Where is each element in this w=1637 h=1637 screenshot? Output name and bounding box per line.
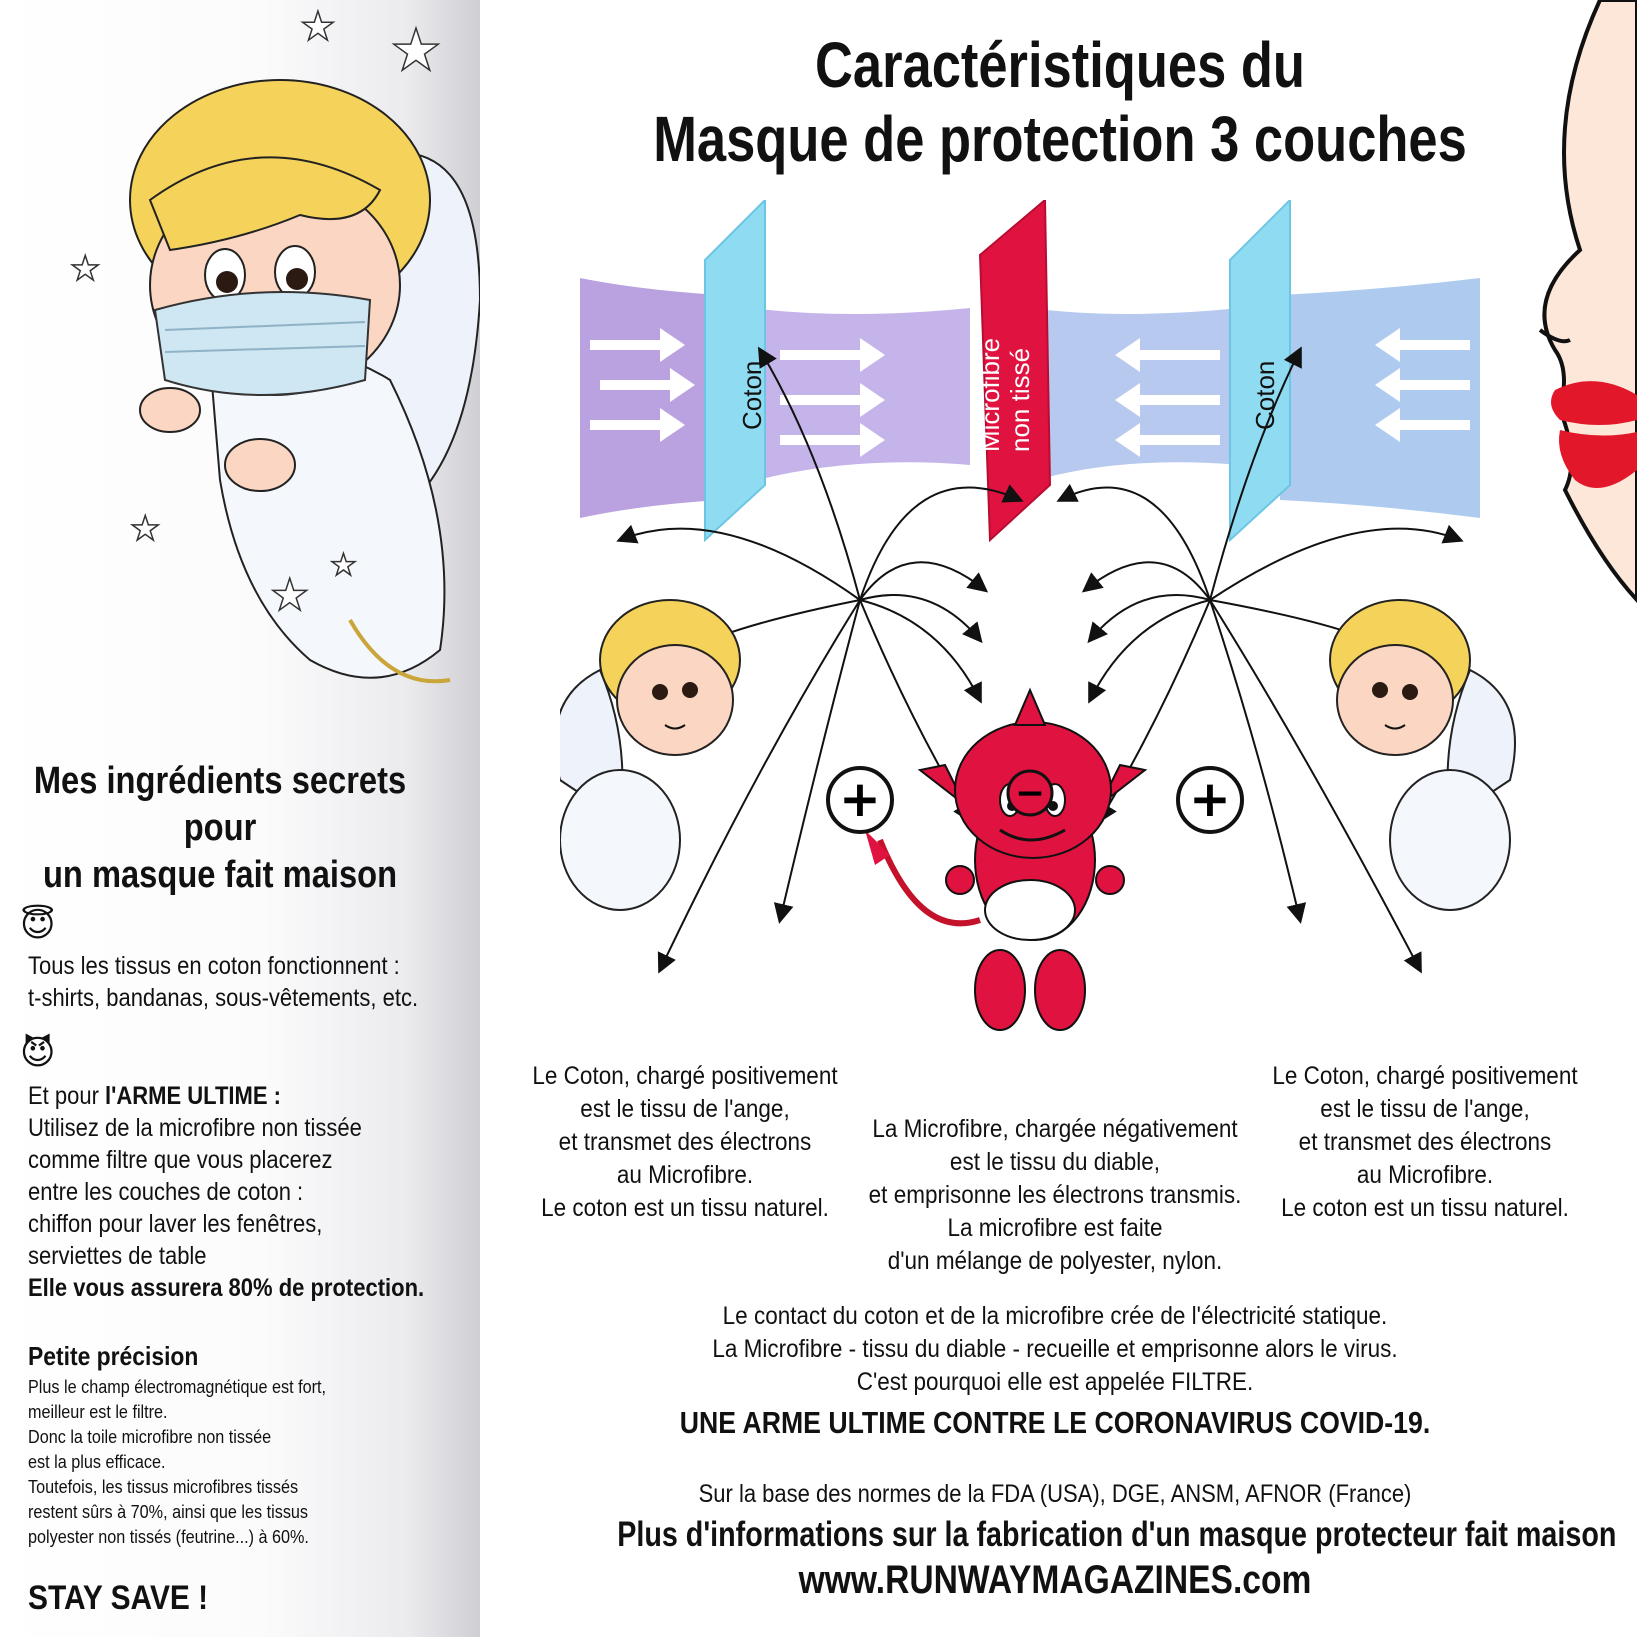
face-profile-illustration [1500, 0, 1637, 620]
angel-emoji: 😇 [20, 906, 56, 944]
explanation-line: La Microfibre - tissu du diable - recueille et emprisonne alors le virus. [712, 1335, 1398, 1363]
left-text-line: et transmet des électrons [558, 1128, 812, 1156]
svg-text:★: ★ [330, 549, 357, 582]
precision-line: meilleur est le filtre. [28, 1402, 168, 1422]
positive-charge-left-symbol: + [839, 770, 881, 828]
static-electricity-explanation [637, 1300, 1474, 1399]
sidebar-heading [31, 758, 409, 899]
devil-intro-bold: l'ARME ULTIME : [105, 1082, 281, 1110]
left-text-line: est le tissu de l'ange, [580, 1095, 790, 1123]
precision-line: restent sûrs à 70%, ainsi que les tissus [28, 1502, 309, 1522]
explanation-line: C'est pourquoi elle est appelée FILTRE. [856, 1368, 1254, 1396]
devil-text-line: chiffon pour laver les fenêtres, [28, 1210, 323, 1238]
page-title [650, 28, 1470, 176]
angel-text-line: Tous les tissus en coton fonctionnent : [28, 952, 400, 980]
middle-text-line: d'un mélange de polyester, nylon. [887, 1247, 1223, 1275]
signoff: STAY SAVE ! [28, 1579, 209, 1617]
devil-emoji: 😈 [20, 1034, 56, 1072]
precision-line: polyester non tissés (feutrine...) à 60%. [28, 1527, 309, 1547]
angel-text-line: t-shirts, bandanas, sous-vêtements, etc. [28, 984, 419, 1012]
middle-text-line: La Microfibre, chargée négativement [872, 1115, 1238, 1143]
precision-text [28, 1375, 326, 1550]
label-microfibre-line-2: non tissé [1005, 347, 1035, 452]
sidebar-heading-line: Mes ingrédients secrets [33, 760, 407, 802]
devil-text-line: serviettes de table [28, 1242, 207, 1270]
title-line-2: Masque de protection 3 couches [653, 103, 1467, 175]
middle-text-line: est le tissu du diable, [949, 1148, 1161, 1176]
airflow-right-outer [1280, 278, 1480, 518]
label-cotton-left: Coton [737, 360, 767, 430]
right-text-line: et transmet des électrons [1298, 1128, 1552, 1156]
angel-right-illustration [1330, 600, 1515, 910]
explanation-line: Le contact du coton et de la microfibre crée de l'électricité statique. [722, 1302, 1388, 1330]
precision-title: Petite précision [28, 1341, 199, 1371]
ultimate-weapon-line: UNE ARME ULTIME CONTRE LE CORONAVIRUS COVID-19. [679, 1405, 1431, 1440]
label-microfibre [975, 338, 1035, 452]
devil-text-line: entre les couches de coton : [28, 1178, 304, 1206]
svg-text:★: ★ [70, 250, 101, 288]
title-line-1: Caractéristiques du [815, 29, 1305, 101]
middle-text-line: et emprisonne les électrons transmis. [868, 1181, 1242, 1209]
devil-text-line: Utilisez de la microfibre non tissée [28, 1114, 362, 1142]
airflow-left-outer [580, 278, 720, 518]
precision-line: Toutefois, les tissus microfibres tissés [28, 1477, 299, 1497]
mask-layers-diagram [560, 200, 1520, 1080]
precision-line: est la plus efficace. [28, 1452, 166, 1472]
svg-text:★: ★ [300, 5, 336, 49]
sidebar-heading-line: pour [183, 807, 257, 849]
sidebar-heading-line: un masque fait maison [42, 854, 398, 896]
left-text-line: au Microfibre. [616, 1161, 754, 1189]
devil-intro: Et pour [28, 1082, 106, 1110]
devil-bold-line: Elle vous assurera 80% de protection. [28, 1274, 425, 1302]
svg-text:★: ★ [270, 571, 310, 620]
masked-angel-illustration [60, 0, 480, 720]
precision-line: Donc la toile microfibre non tissée [28, 1427, 272, 1447]
devil-illustration [865, 690, 1145, 1030]
positive-charge-right-symbol: + [1189, 770, 1231, 828]
devil-text-line: comme filtre que vous placerez [28, 1146, 333, 1174]
label-cotton-right: Coton [1250, 360, 1280, 430]
right-cotton-text [1263, 1060, 1587, 1225]
middle-microfibre-text [866, 1113, 1244, 1278]
right-text-line: Le Coton, chargé positivement [1272, 1062, 1578, 1090]
svg-text:★: ★ [130, 510, 161, 548]
right-text-line: au Microfibre. [1356, 1161, 1494, 1189]
website-link[interactable]: www.RUNWAYMAGAZINES.com [798, 1558, 1312, 1602]
negative-charge-symbol: − [1014, 773, 1046, 814]
svg-text:★: ★ [390, 18, 442, 83]
norms-line: Sur la base des normes de la FDA (USA), DGE, ANSM, AFNOR (France) [698, 1480, 1412, 1508]
left-text-line: Le coton est un tissu naturel. [541, 1194, 829, 1222]
label-microfibre-line-1: Microfibre [975, 337, 1005, 452]
precision-line: Plus le champ électromagnétique est fort, [28, 1377, 327, 1397]
angel-text [28, 950, 418, 1014]
more-info-line: Plus d'informations sur la fabrication d'un masque protecteur fait maison [617, 1515, 1617, 1554]
left-cotton-text [523, 1060, 847, 1225]
left-text-line: Le Coton, chargé positivement [532, 1062, 838, 1090]
right-text-line: Le coton est un tissu naturel. [1281, 1194, 1569, 1222]
devil-text [28, 1080, 424, 1304]
right-text-line: est le tissu de l'ange, [1320, 1095, 1530, 1123]
middle-text-line: La microfibre est faite [947, 1214, 1163, 1242]
